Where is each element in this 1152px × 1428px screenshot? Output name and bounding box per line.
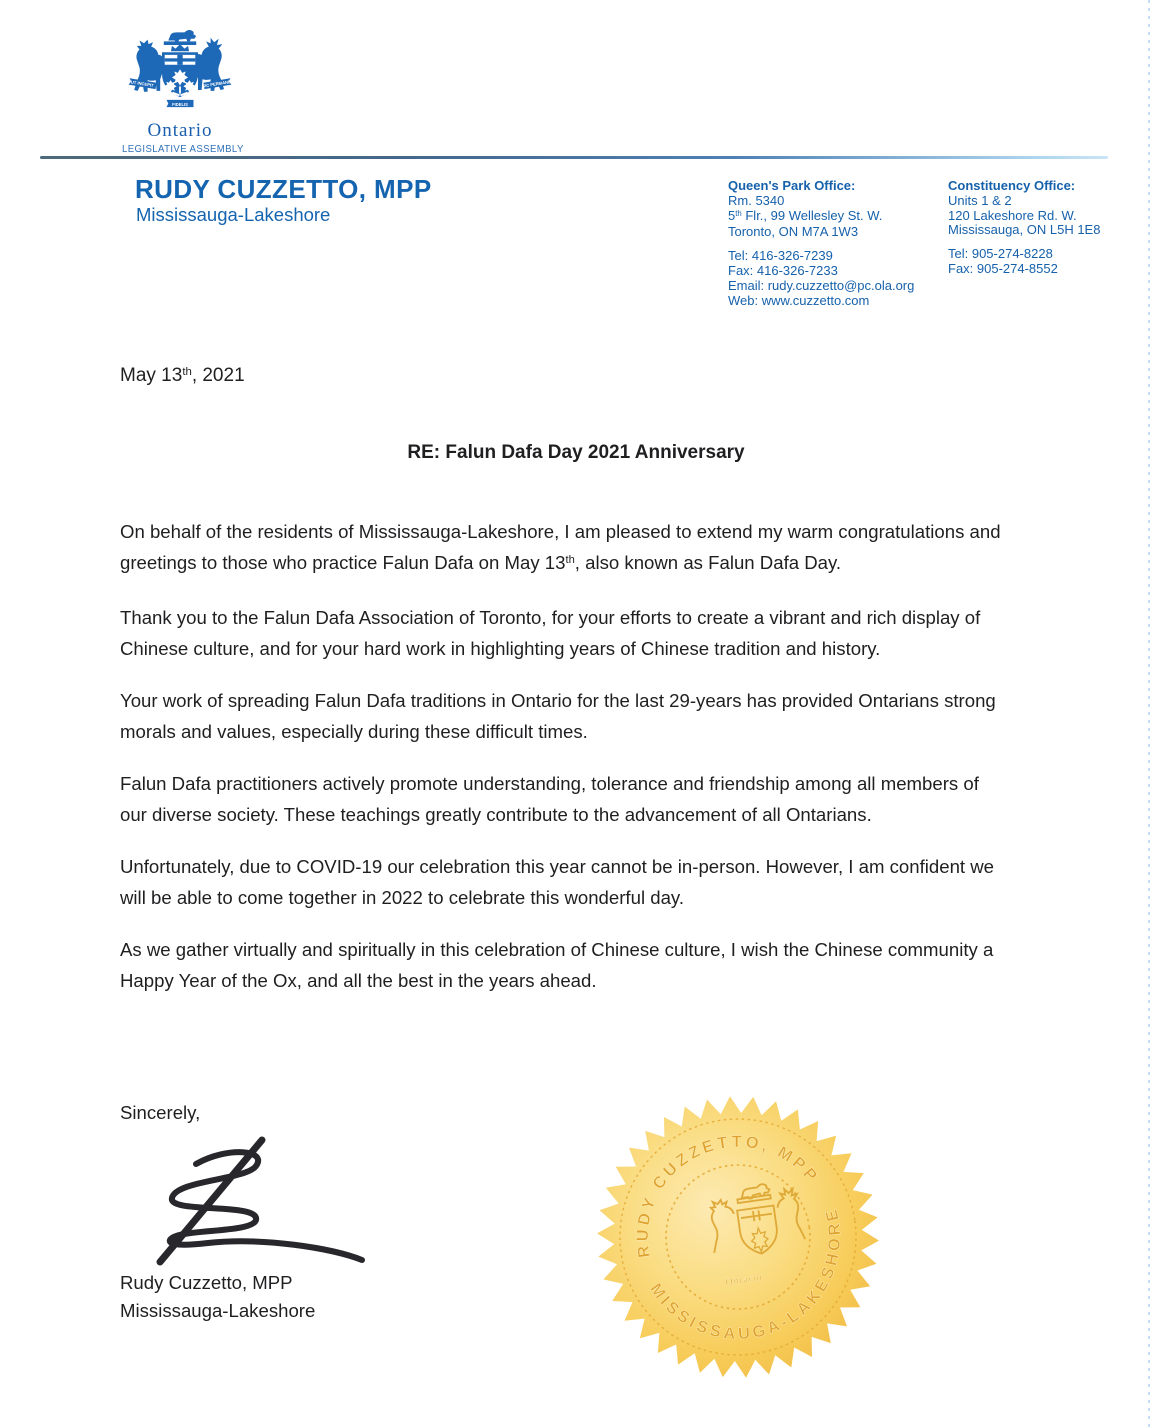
ontario-wordmark: Ontario	[147, 120, 213, 141]
letterhead-divider	[40, 156, 1108, 159]
motto-left-text: UT INCEPIT	[130, 79, 154, 88]
queens-park-email: Email: rudy.cuzzetto@pc.ola.org	[728, 277, 915, 293]
legislative-assembly-label: LEGISLATIVE ASSEMBLY	[122, 143, 244, 156]
letter-body	[120, 517, 1006, 1018]
motto-bottom-text: FIDELIS	[172, 101, 188, 107]
ontario-coat-of-arms-icon	[126, 24, 234, 120]
letter-subject: RE: Falun Dafa Day 2021 Anniversary	[407, 442, 745, 463]
signer-riding: Mississauga-Lakeshore	[120, 1300, 316, 1321]
queens-park-tel: Tel: 416-326-7239	[728, 248, 833, 264]
mpp-name-heading: RUDY CUZZETTO, MPP	[135, 174, 432, 204]
constituency-office-title: Constituency Office:	[948, 178, 1076, 193]
queens-park-room: Rm. 5340	[728, 192, 785, 208]
paragraph-2: Thank you to the Falun Dafa Association of Toronto, for your efforts to create a vibrant and rich display of Chinese culture, and for your hard work in highlighting years of Chinese tradition and history.	[120, 607, 981, 659]
queens-park-office-title: Queen's Park Office:	[728, 178, 856, 193]
queens-park-floor: 5th Flr., 99 Wellesley St. W.	[728, 207, 883, 223]
paragraph-1: On behalf of the residents of Mississauga-Lakeshore, I am pleased to extend my warm congratulations and greetings to those who practice Falun Dafa on May 13th, also known as Falun Dafa Day.	[120, 521, 1001, 573]
gold-seal	[593, 1092, 883, 1382]
letter-date: May 13th, 2021	[120, 365, 245, 386]
constituency-street: 120 Lakeshore Rd. W.	[948, 207, 1077, 223]
constituency-units: Units 1 & 2	[948, 192, 1012, 208]
letter-closing: Sincerely,	[120, 1102, 201, 1123]
crown-icon	[171, 44, 189, 51]
constituency-city: Mississauga, ON L5H 1E8	[948, 222, 1101, 238]
paragraph-5: Unfortunately, due to COVID-19 our celebration this year cannot be in-person. However, I am confident we will be able to come together in 2022 to celebrate this wonderful day.	[120, 856, 995, 908]
constituency-tel: Tel: 905-274-8228	[948, 246, 1053, 262]
seal-arc-top-text: RUDY CUZZETTO, MPP	[633, 1132, 823, 1259]
signer-name: Rudy Cuzzetto, MPP	[120, 1272, 293, 1293]
motto-right-text: SIC PERMANET	[202, 78, 234, 89]
constituency-office-block	[948, 179, 1148, 277]
queens-park-fax: Fax: 416-326-7233	[728, 262, 838, 278]
letterhead-crest	[122, 24, 244, 156]
bear-crest-icon	[168, 30, 196, 42]
paragraph-3: Your work of spreading Falun Dafa traditions in Ontario for the last 29-years has provided Ontarians strong morals and values, especially during these difficult times.	[120, 690, 996, 742]
queens-park-office-block	[728, 179, 943, 308]
queens-park-city: Toronto, ON M7A 1W3	[728, 224, 859, 240]
signature-image	[110, 1136, 370, 1268]
mpp-riding-heading: Mississauga-Lakeshore	[136, 204, 331, 225]
paragraph-6: As we gather virtually and spiritually in this celebration of Chinese culture, I wish the Chinese community a Happy Year of the Ox, and all the best in the years ahead.	[120, 939, 994, 991]
seal-arc-bottom-text: MISSISSAUGA-LAKESHORE	[646, 1204, 845, 1344]
paragraph-4: Falun Dafa practitioners actively promote understanding, tolerance and friendship among all members of our diverse society. These teachings greatly contribute to the advancement of all Ontarians.	[120, 773, 979, 825]
seal-center-label: Ontario	[724, 1272, 764, 1289]
queens-park-web: Web: www.cuzzetto.com	[728, 292, 870, 308]
scan-artifact-edge	[1148, 0, 1150, 1428]
constituency-fax: Fax: 905-274-8552	[948, 260, 1058, 276]
